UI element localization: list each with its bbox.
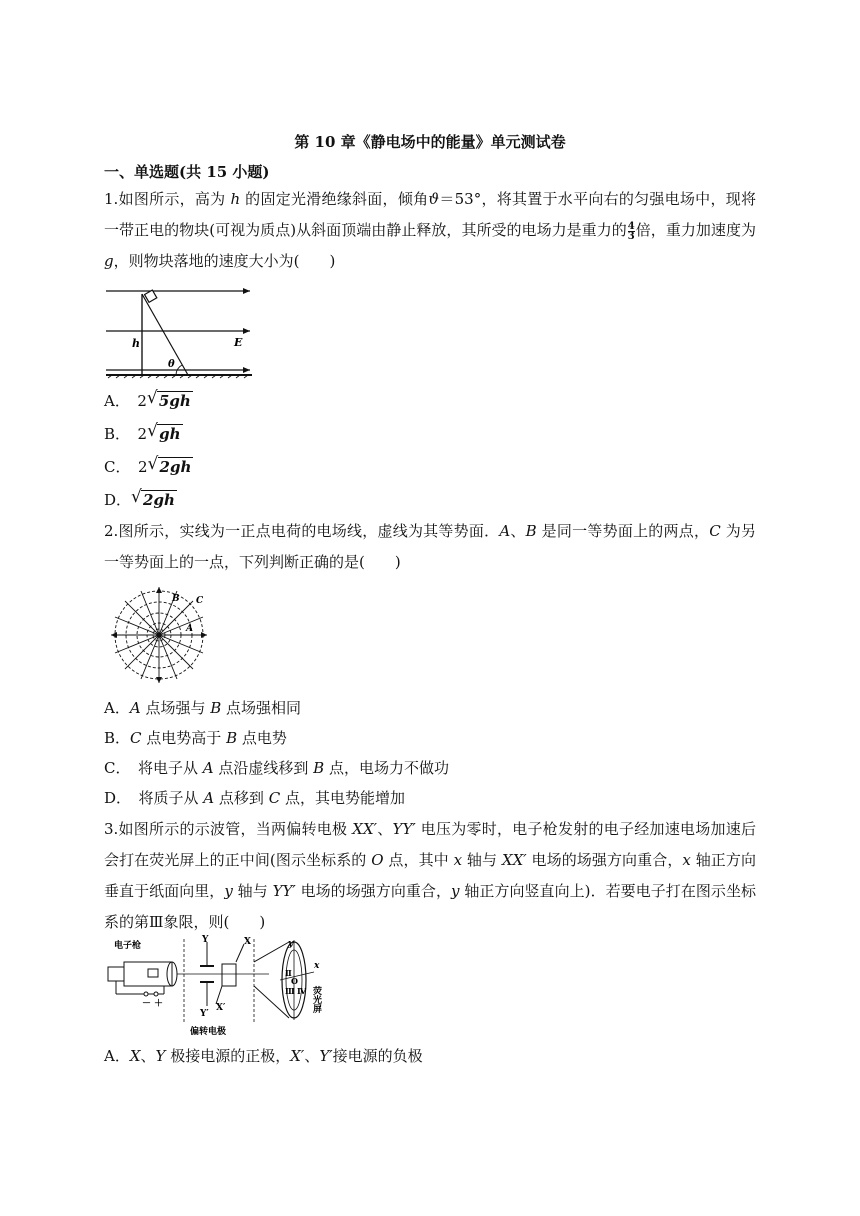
q1-option-a[interactable] (104, 390, 193, 412)
option-text: 、 (304, 1047, 320, 1065)
q1-var-h: h (230, 190, 241, 208)
option-text: 点场强与 (140, 699, 211, 717)
fig-label-E: E (234, 336, 243, 349)
fig-label-B: B (172, 594, 180, 604)
fig-label-X: X (244, 937, 251, 947)
option-label: B． (104, 729, 131, 747)
option-label: A． (104, 392, 123, 410)
option-text: 、 (140, 1047, 156, 1065)
q1-option-b[interactable] (104, 423, 183, 445)
q3-var: y (451, 882, 460, 900)
sqrt-symbol: √ 2gh (147, 454, 192, 476)
option-coefficient: 2 (137, 425, 148, 443)
fig-label-plus: ＋ (154, 999, 164, 1009)
q3-option-a[interactable] (104, 1045, 423, 1067)
q1-var-theta: ϑ (428, 190, 440, 208)
q3-text: 轴正方向竖直向上)．若要电子打在图示坐标系的第Ⅲ象限，则( ) (104, 882, 756, 931)
option-var: B (226, 729, 238, 747)
q1-text: 倍，重力加速度为 (635, 221, 756, 239)
q2-text: 、 (510, 522, 526, 540)
option-label: A． (104, 1047, 130, 1065)
option-text: 接电源的负极 (332, 1047, 423, 1065)
option-label: C． 将电子从 (104, 759, 203, 777)
question-2-text (104, 516, 756, 578)
q2-option-c[interactable] (104, 757, 449, 779)
q1-text: 的固定光滑绝缘斜面，倾角 (240, 190, 429, 208)
q3-text: 轴正方向垂直于纸面向里， (104, 851, 756, 900)
fig-label-Yprime: Y′ (200, 1009, 209, 1019)
q2-var: A (499, 522, 511, 540)
option-label: D． (104, 491, 132, 509)
q2-text: 为另一等势面上的一点，下列判断正确的是( ) (104, 522, 756, 571)
option-var: C (130, 729, 142, 747)
q2-option-d[interactable] (104, 787, 405, 809)
q1-text: 1.如图所示，高为 (104, 190, 231, 208)
option-text: 极接电源的正极， (165, 1047, 291, 1065)
q3-text: 电场的场强方向重合， (295, 882, 452, 900)
q3-var: XX′ (501, 851, 527, 869)
radicand: 2gh (143, 491, 175, 509)
fig-label-Xprime: X′ (216, 1003, 226, 1013)
fig-label-x-axis: x (314, 961, 320, 971)
option-var: Y (155, 1047, 166, 1065)
option-var: B (210, 699, 222, 717)
option-var: A (202, 759, 214, 777)
option-text: 点沿虚线移到 (213, 759, 314, 777)
fig-label-quadrant-2: Ⅱ (285, 968, 292, 978)
q3-text: 电场的场强方向重合， (526, 851, 683, 869)
fig-label-theta: θ (168, 359, 175, 370)
q3-text: 3.如图所示的示波管，当两偏转电极 (104, 820, 353, 838)
fig-label-y-axis: y (288, 939, 294, 949)
q2-option-a[interactable] (104, 697, 301, 719)
option-var: X (129, 1047, 141, 1065)
section-heading: 一、单选题(共 15 小题) (104, 163, 270, 181)
option-var: Y′ (319, 1047, 333, 1065)
option-label: A． (104, 699, 130, 717)
q1-figure-incline (104, 286, 256, 382)
q3-var: x (682, 851, 691, 869)
radicand: gh (159, 425, 181, 443)
q1-text: ，则物块落地的速度大小为( ) (113, 252, 336, 270)
q1-option-c[interactable] (104, 456, 193, 478)
q3-text: 点，其中 (383, 851, 454, 869)
q3-var: YY′ (272, 882, 296, 900)
question-1-text (104, 184, 756, 277)
option-text: 点场强相同 (221, 699, 302, 717)
fig-label-minus: － (142, 999, 152, 1009)
option-var: A (203, 789, 215, 807)
fig-label-O: O (291, 976, 298, 986)
q3-text: 轴与 (232, 882, 273, 900)
sqrt-symbol: √ gh (147, 421, 181, 443)
fig-label-Y: Y (202, 935, 209, 945)
option-var: X′ (290, 1047, 305, 1065)
q2-text: 2.图所示，实线为一正点电荷的电场线，虚线为其等势面． (104, 522, 500, 540)
option-text: 点移到 (214, 789, 269, 807)
fig-label-quadrant-4: Ⅳ (297, 986, 307, 996)
option-text: 点，电场力不做功 (324, 759, 449, 777)
fig-label-deflect: 偏转电极 (190, 1027, 227, 1037)
option-label: D． 将质子从 (104, 789, 204, 807)
q2-option-b[interactable] (104, 727, 287, 749)
radicand: 5gh (158, 392, 191, 410)
option-label: C． (104, 458, 123, 476)
fig-label-C: C (196, 596, 204, 606)
q2-var: C (709, 522, 721, 540)
fraction-numerator: 4 (627, 220, 635, 232)
q3-text: 轴与 (462, 851, 502, 869)
q3-figure-oscilloscope (104, 934, 336, 1040)
option-coefficient: 2 (138, 458, 148, 476)
question-3-text (104, 814, 756, 938)
q3-text: 电压为零时，电子枪发射的电子经加速电场加速后会打在荧光屏上的正中间(图示坐标系的 (104, 820, 756, 869)
option-text: 点电势 (237, 729, 287, 747)
q3-var: y (224, 882, 233, 900)
radicand: 2gh (159, 458, 192, 476)
q2-text: 是同一等势面上的两点， (536, 522, 710, 540)
page-title: 第 10 章《静电场中的能量》单元测试卷 (294, 133, 566, 151)
fig-label-gun: 电子枪 (114, 941, 142, 951)
q1-option-d[interactable] (104, 489, 177, 511)
option-var: A (129, 699, 141, 717)
q3-var: XX′ (352, 820, 378, 838)
q3-var: O (371, 851, 384, 869)
option-coefficient: 2 (137, 392, 147, 410)
q3-text: 、 (377, 820, 393, 838)
q2-var: B (525, 522, 537, 540)
fig-label-h: h (132, 337, 140, 350)
q1-text: ＝53°，将其置于水平向右的匀强电场中，现将一带正电的物块(可视为质点)从斜面顶端由静止释放，其所受的电场力是重力的 (104, 190, 756, 239)
q2-figure-field-lines (104, 585, 216, 687)
fig-label-screen: 荧光屏 (311, 986, 321, 1013)
sqrt-symbol: √ 5gh (146, 388, 191, 410)
option-var: B (313, 759, 325, 777)
q3-var: x (453, 851, 463, 869)
q3-var: YY′ (392, 820, 416, 838)
option-text: 点电势高于 (141, 729, 227, 747)
sqrt-symbol: √ 2gh (131, 487, 175, 509)
q1-var-g: g (104, 252, 114, 270)
option-label: B． (104, 425, 123, 443)
option-text: 点，其电势能增加 (280, 789, 405, 807)
fraction-denominator: 3 (627, 230, 635, 242)
fig-label-A: A (186, 624, 193, 634)
fig-label-quadrant-3: Ⅲ (285, 986, 295, 996)
option-var: C (268, 789, 281, 807)
q1-fraction (628, 222, 635, 241)
